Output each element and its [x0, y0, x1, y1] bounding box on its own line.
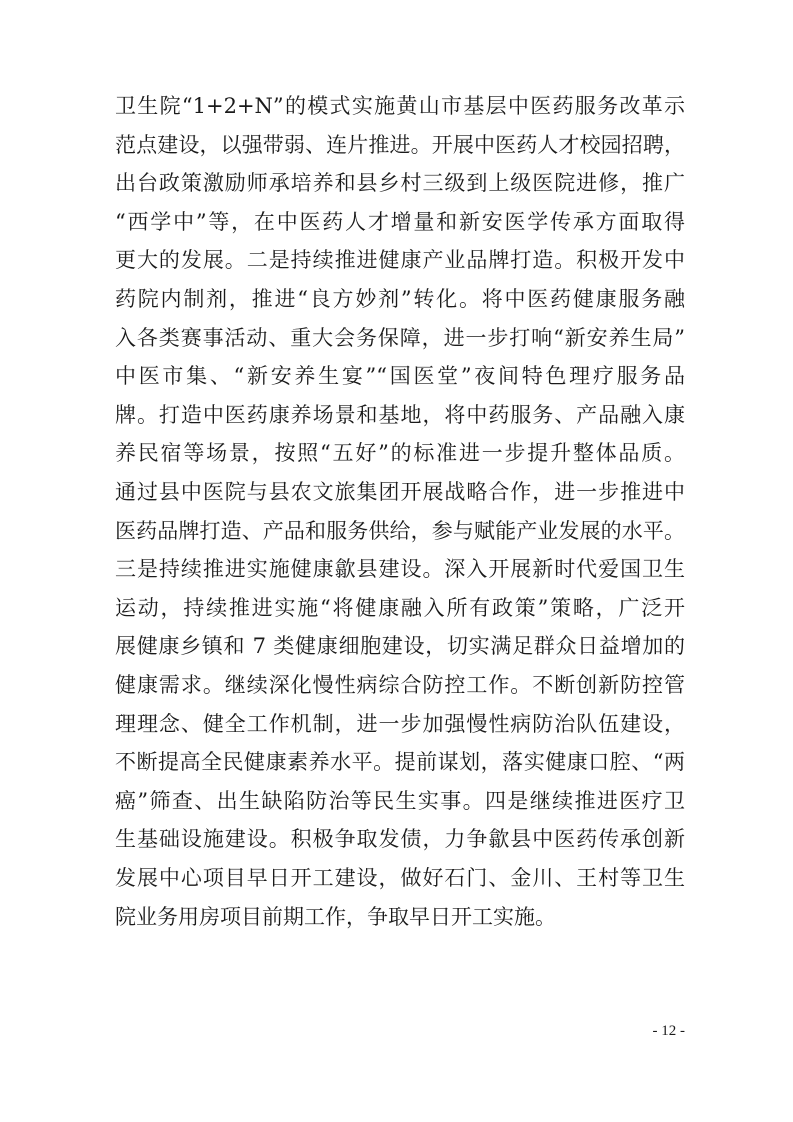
text-line: 入各类赛事活动、重大会务保障，进一步打响“新安养生局”	[115, 326, 685, 350]
text-line: 中医市集、“新安养生宴”“国医堂”夜间特色理疗服务品	[115, 364, 685, 388]
text-line: 健康需求。继续深化慢性病综合防控工作。不断创新防控管	[115, 673, 685, 697]
text-line: 展健康乡镇和 7 类健康细胞建设，切实满足群众日益增加的	[115, 634, 685, 658]
text-line: 医药品牌打造、产品和服务供给，参与赋能产业发展的水平。	[115, 519, 685, 543]
text-line: 院业务用房项目前期工作，争取早日开工实施。	[115, 905, 556, 929]
text-line: 通过县中医院与县农文旅集团开展战略合作，进一步推进中	[115, 480, 685, 504]
text-line: 生基础设施建设。积极争取发债，力争歙县中医药传承创新	[115, 827, 685, 851]
text-line: 运动，持续推进实施“将健康融入所有政策”策略，广泛开	[115, 596, 685, 620]
text-line: 理理念、健全工作机制，进一步加强慢性病防治队伍建设，	[115, 712, 685, 736]
text-line: 卫生院“1+2+N”的模式实施黄山市基层中医药服务改革示	[115, 94, 685, 118]
text-line: 三是持续推进实施健康歙县建设。深入开展新时代爱国卫生	[115, 557, 685, 581]
page-number: - 12 -	[652, 1023, 685, 1039]
text-line: 范点建设，以强带弱、连片推进。开展中医药人才校园招聘，	[115, 133, 685, 157]
text-line: 出台政策激励师承培养和县乡村三级到上级医院进修，推广	[115, 171, 685, 195]
text-line: 癌”筛查、出生缺陷防治等民生实事。四是继续推进医疗卫	[115, 789, 685, 813]
text-line: 更大的发展。二是持续推进健康产业品牌打造。积极开发中	[115, 248, 685, 272]
text-line: 不断提高全民健康素养水平。提前谋划，落实健康口腔、“两	[115, 750, 685, 774]
text-line: “西学中”等，在中医药人才增量和新安医学传承方面取得	[115, 210, 685, 234]
text-line: 发展中心项目早日开工建设，做好石门、金川、王村等卫生	[115, 866, 685, 890]
text-line: 养民宿等场景，按照“五好”的标准进一步提升整体品质。	[115, 441, 685, 465]
text-line: 药院内制剂，推进“良方妙剂”转化。将中医药健康服务融	[115, 287, 685, 311]
text-line: 牌。打造中医药康养场景和基地，将中药服务、产品融入康	[115, 403, 685, 427]
